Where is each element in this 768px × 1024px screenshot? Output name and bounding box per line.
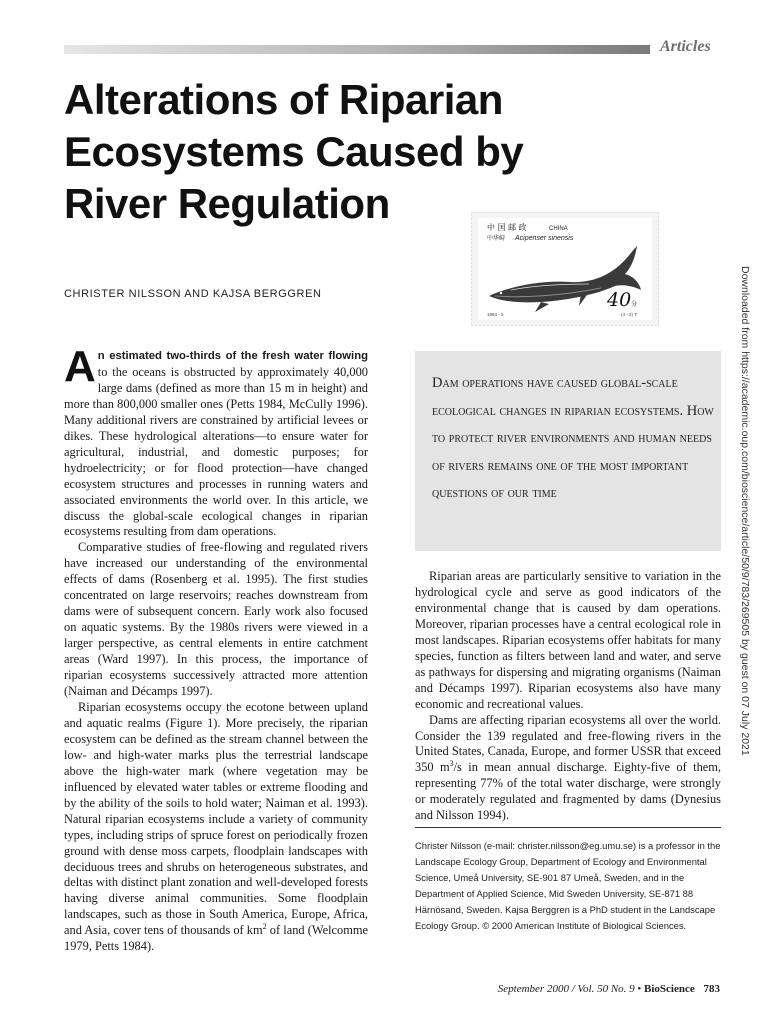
stamp-value-unit: 分: [631, 301, 638, 308]
footer-issue: September 2000 / Vol. 50 No. 9: [497, 983, 635, 995]
paragraph-text: Riparian ecosystems occupy the ecotone between upland and aquatic realms (Figure 1). More precisely, the riparian ecosystem can be defined as the stream channel between the low- and high-water marks plus the terrestrial landscape above the high-water mark (where vegetation may be influenced by elevated water tables or extreme flooding and by the ability of the soils to hold water; Naiman et al. 1993). Natural riparian ecosystems include a variety of community types, including strips of spruce forest on periodically frozen ground with dense moss carpets, floodplain landscapes with deciduous trees and shrubs on heterogeneous substrates, and deltas with distinct plant zonation and well-developed forests having diverse animal communities. Some floodplain landscapes, such as those in South America, Europe, Africa, and Asia, cover tens of thousands of km: [64, 699, 368, 938]
download-watermark: [737, 266, 751, 786]
paragraph-text: of land (Welcomme 1979, Petts 1984).: [64, 923, 369, 954]
stamp-value: 40: [607, 289, 632, 311]
footer-separator: •: [637, 983, 642, 995]
title-line: Alterations of Riparian: [64, 76, 503, 123]
footer-journal: BioScience: [644, 983, 695, 995]
header-rule: [64, 45, 650, 54]
author-byline: CHRISTER NILSSON AND KAJSA BERGGREN: [64, 288, 322, 300]
superscript: 3: [449, 759, 454, 769]
page-footer: [498, 983, 720, 995]
sturgeon-stamp-image: [471, 212, 659, 326]
stamp-species: Acipenser sinensis: [515, 235, 574, 242]
author-bio: Christer Nilsson (e-mail: christer.nilsson@eg.umu.se) is a professor in the Landscape Ecology Group, Department of Ecology and Environmental Science, Umeå University, SE-901 87 Umeå, Sweden, and in the Department of Applied Science, Mid Sweden University, SE-871 88 Härnösand, Sweden. Kajsa Berggren is a PhD student in the Landscape Ecology Group. © 2000 American Institute of Biological Sciences.: [415, 840, 721, 931]
section-label: Articles: [660, 38, 711, 55]
bio-divider: [415, 827, 721, 828]
paragraph-text: /s in mean annual discharge. Eighty-five of them, representing 77% of the total water discharge, were strongly or moderately regulated and fragmented by dams (Dynesius and Nilsson 1994).: [415, 760, 721, 823]
lead-in-text: n estimated two-thirds of the fresh water flowing: [97, 350, 368, 362]
article-title: [64, 74, 624, 230]
body-paragraph: [64, 342, 368, 540]
pull-quote-box: [415, 351, 721, 551]
body-column-left: [64, 342, 369, 955]
body-column-right: [415, 569, 721, 824]
body-paragraph: [415, 713, 721, 825]
stamp-code-left: 1994 - 5: [487, 312, 504, 317]
body-paragraph: [64, 700, 368, 955]
stamp-country: CHINA: [549, 226, 568, 232]
stamp-code-right: (4 - 2) T: [621, 312, 637, 317]
download-note: Downloaded from https://academic.oup.com/bioscience/article/50/9/783/269505 by guest on 07 July 2021: [739, 266, 751, 756]
body-paragraph: Riparian areas are particularly sensitive to variation in the hydrological cycle and serve as good indicators of the environmental change that is caused by dam operations. Moreover, riparian processes have a central ecological role in most landscapes. Riparian ecosystems offer habitats for many species, function as filters between land and water, and serve as pathways for dispersing and migrating organisms (Naiman and Décamps 1997). Riparian ecosystems also have many economic and recreational values.: [415, 569, 722, 711]
pull-quote-text: Dam operations have caused global-scale ecological changes in riparian ecosystems. How to protect river environments and human needs of rivers remains one of the most important questions of our time: [432, 375, 714, 501]
paragraph-text: Dams are affecting riparian ecosystems all over the world. Consider the 139 regulated and free-flowing rivers in the United States, Canada, Europe, and former USSR that exceed 350 m: [415, 712, 721, 775]
title-line: Ecosystems Caused by: [64, 128, 524, 175]
drop-cap: A: [64, 342, 96, 391]
superscript: 2: [262, 922, 267, 932]
paragraph-text: to the oceans is obstructed by approximately 40,000 large dams (defined as more than 15 m in height) and more than 800,000 smaller ones (Petts 1984, McCully 1996). Many additional rivers are constrained by artificial levees or dikes. These hydrological alterations—to ensure water for agricultural, industrial, and domestic purposes; for hydroelectricity; or for flood protection—have changed ecosystem structures and processes in running waters and associated environments the world over. In this article, we discuss the global-scale ecological changes in riparian ecosystems resulting from dam operations.: [64, 364, 368, 539]
title-line: River Regulation: [64, 180, 390, 227]
body-paragraph: Comparative studies of free-flowing and regulated rivers have increased our understanding of the environmental effects of dams (Rosenberg et al. 1995). The first studies concentrated on large reservoirs; reaches downstream from dams were of subsequent concern. Early work also focused on aquatic systems. By the 1980s rivers were viewed in a larger perspective, as central elements in entire catchment areas (Ward 1997). In this process, the importance of riparian ecosystems successively attracted more attention (Naiman and Décamps 1997).: [64, 540, 368, 699]
stamp-species-cn: 中华鲟: [487, 235, 506, 242]
stamp-country-cn: 中 国 邮 政: [487, 223, 527, 232]
page-number: 783: [703, 983, 720, 995]
